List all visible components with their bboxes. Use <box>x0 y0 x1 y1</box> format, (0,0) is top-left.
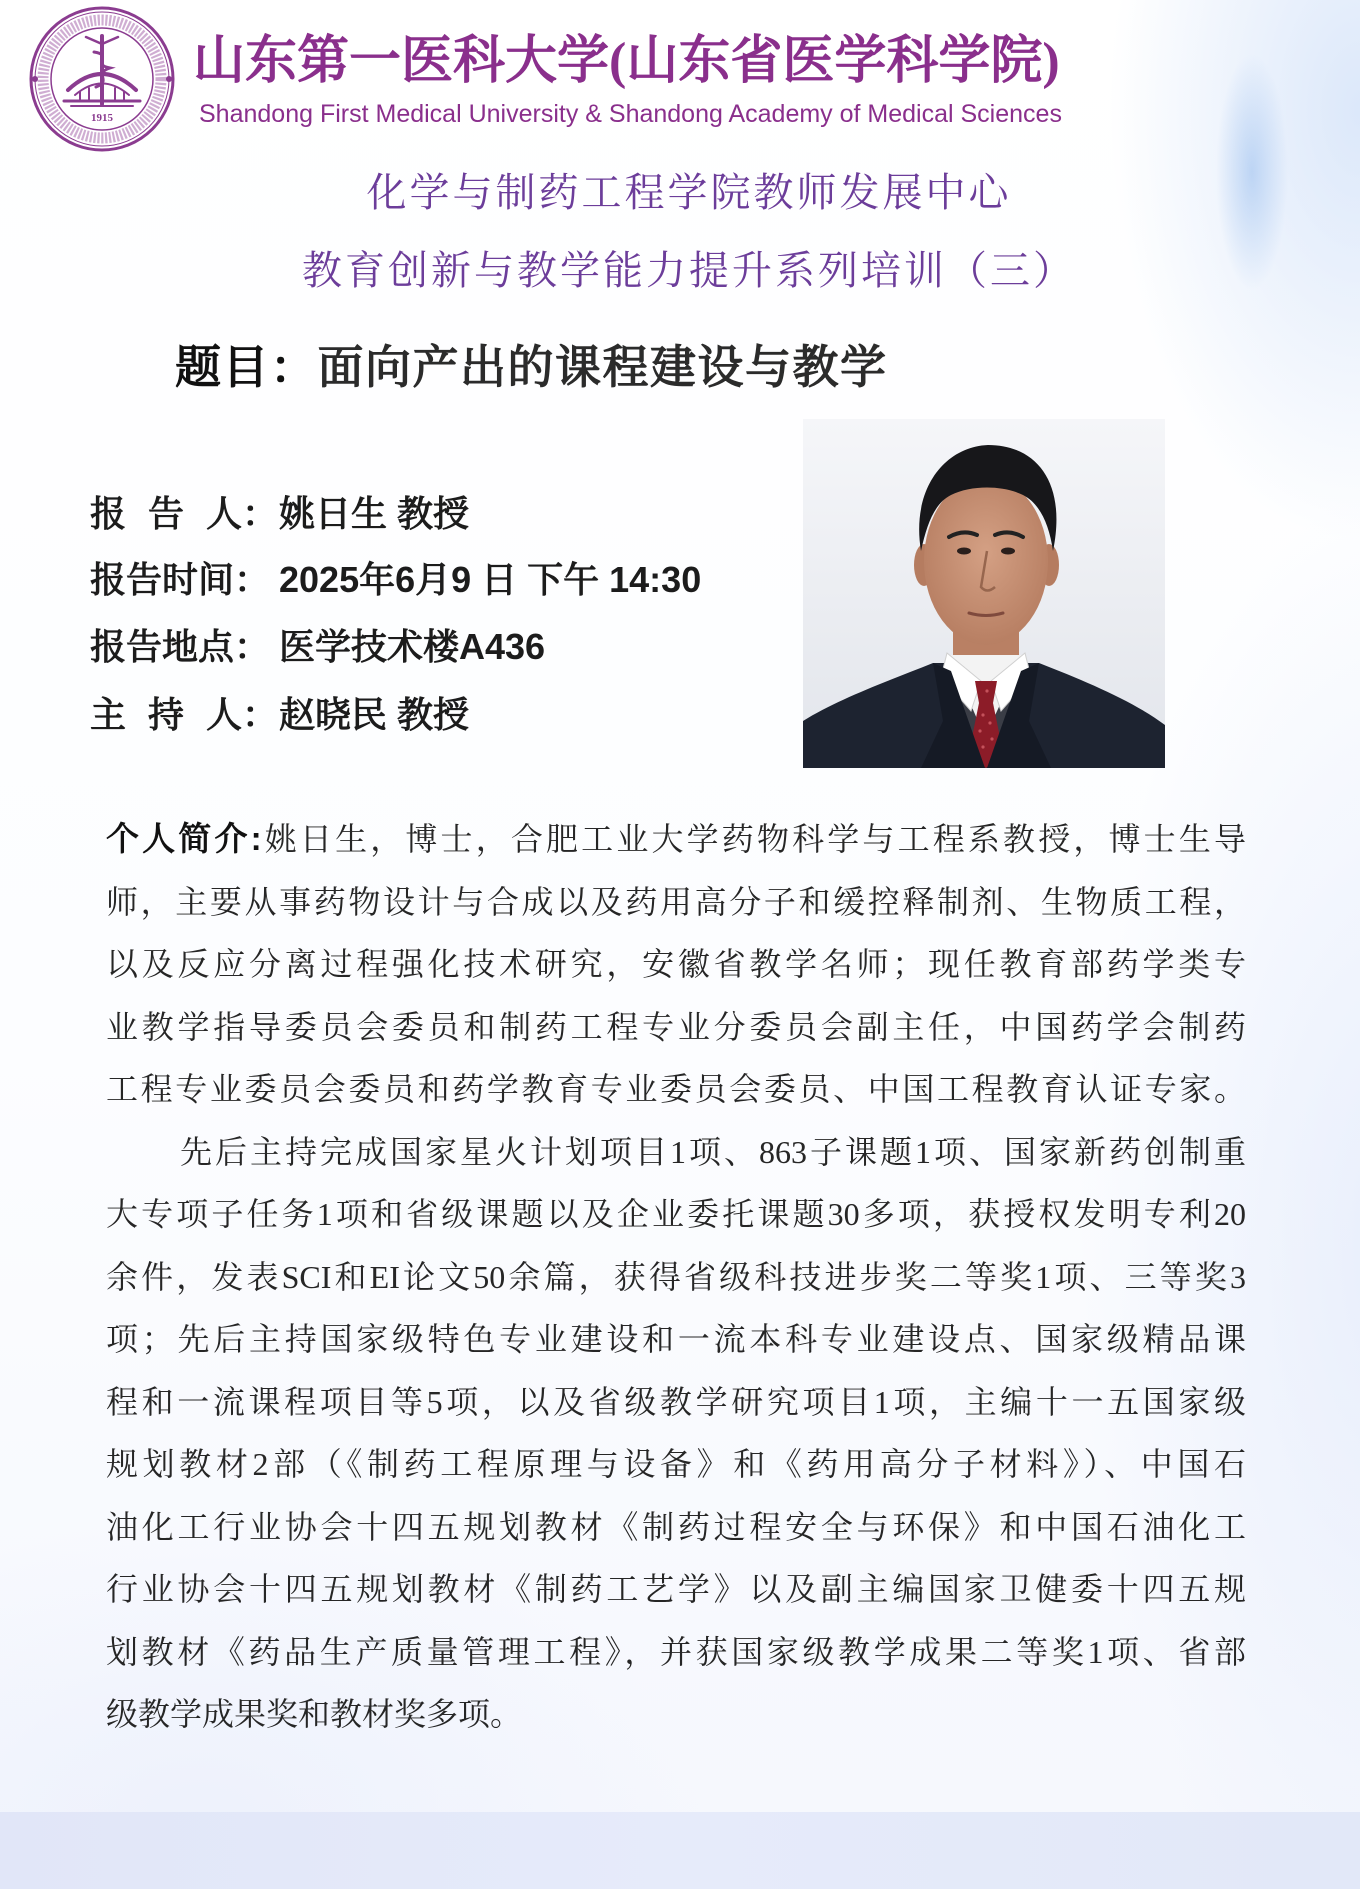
detail-label: 报告时间： <box>90 559 271 600</box>
organizer-title: 化学与制药工程学院教师发展中心 <box>366 170 1012 215</box>
detail-speaker <box>90 492 469 536</box>
detail-location <box>90 625 545 669</box>
university-seal-logo <box>22 4 182 154</box>
topic-text: 面向产出的课程建设与教学 <box>317 341 888 393</box>
university-name-en: Shandong First Medical University & Shandong Academy of Medical Sciences <box>199 100 1062 128</box>
topic-label: 题目： <box>175 341 318 393</box>
bio-line: 先后主持完成国家星火计划项目1项、863子课题1项、国家新药创制重 <box>180 1133 1246 1170</box>
logo-year: 1915 <box>91 112 113 124</box>
bio-line: 大专项子任务1项和省级课题以及企业委托课题30多项，获授权发明专利20 <box>106 1196 1246 1232</box>
bio-line: 工程专业委员会委员和药学教育专业委员会委员、中国工程教育认证专家。 <box>106 1071 1246 1107</box>
speaker-portrait-photo <box>803 419 1165 768</box>
detail-value: 2025年6月9 日 下午 14:30 <box>279 559 702 600</box>
detail-value: 医学技术楼A436 <box>279 626 546 667</box>
bottom-band <box>0 1812 1360 1889</box>
topic-heading <box>175 340 888 394</box>
detail-label: 主 持 人： <box>90 694 279 735</box>
bio-line: 业教学指导委员会委员和制药工程专业分委员会副主任，中国药学会制药 <box>106 1008 1246 1045</box>
bio-line: 项；先后主持国家级特色专业建设和一流本科专业建设点、国家级精品课 <box>106 1321 1246 1357</box>
bio-line: 规划教材2部（《制药工程原理与设备》和《药用高分子材料》）、中国石 <box>106 1446 1246 1482</box>
series-title: 教育创新与教学能力提升系列培训（三） <box>302 248 1076 293</box>
bio-line: 以及反应分离过程强化技术研究，安徽省教学名师；现任教育部药学类专 <box>106 946 1246 982</box>
university-name-cn: 山东第一医科大学(山东省医学科学院) <box>193 33 1060 90</box>
bio-line: 划教材《药品生产质量管理工程》，并获国家级教学成果二等奖1项、省部 <box>106 1633 1246 1670</box>
bio-line: 程和一流课程项目等5项，以及省级教学研究项目1项，主编十一五国家级 <box>106 1383 1246 1420</box>
bio-label: 个人简介: <box>106 820 262 857</box>
bio-line: 级教学成果奖和教材奖多项。 <box>106 1696 523 1732</box>
bio-text: 姚日生，博士，合肥工业大学药物科学与工程系教授，博士生导 <box>261 821 1246 857</box>
bio-line: 油化工行业协会十四五规划教材《制药过程安全与环保》和中国石油化工 <box>106 1508 1246 1545</box>
bio-line: 行业协会十四五规划教材《制药工艺学》以及副主编国家卫健委十四五规 <box>106 1571 1246 1607</box>
detail-time <box>90 558 701 602</box>
detail-value: 赵晓民 教授 <box>279 694 470 735</box>
bio-line <box>106 808 1246 871</box>
biography <box>106 808 1246 1746</box>
detail-value: 姚日生 教授 <box>279 493 470 534</box>
bio-line: 余件，发表SCI和EI论文50余篇，获得省级科技进步奖二等奖1项、三等奖3 <box>106 1258 1246 1295</box>
bio-line: 师，主要从事药物设计与合成以及药用高分子和缓控释制剂、生物质工程， <box>106 883 1246 920</box>
detail-host <box>90 693 469 737</box>
detail-label: 报告地点： <box>90 626 271 667</box>
detail-label: 报 告 人： <box>90 493 279 534</box>
